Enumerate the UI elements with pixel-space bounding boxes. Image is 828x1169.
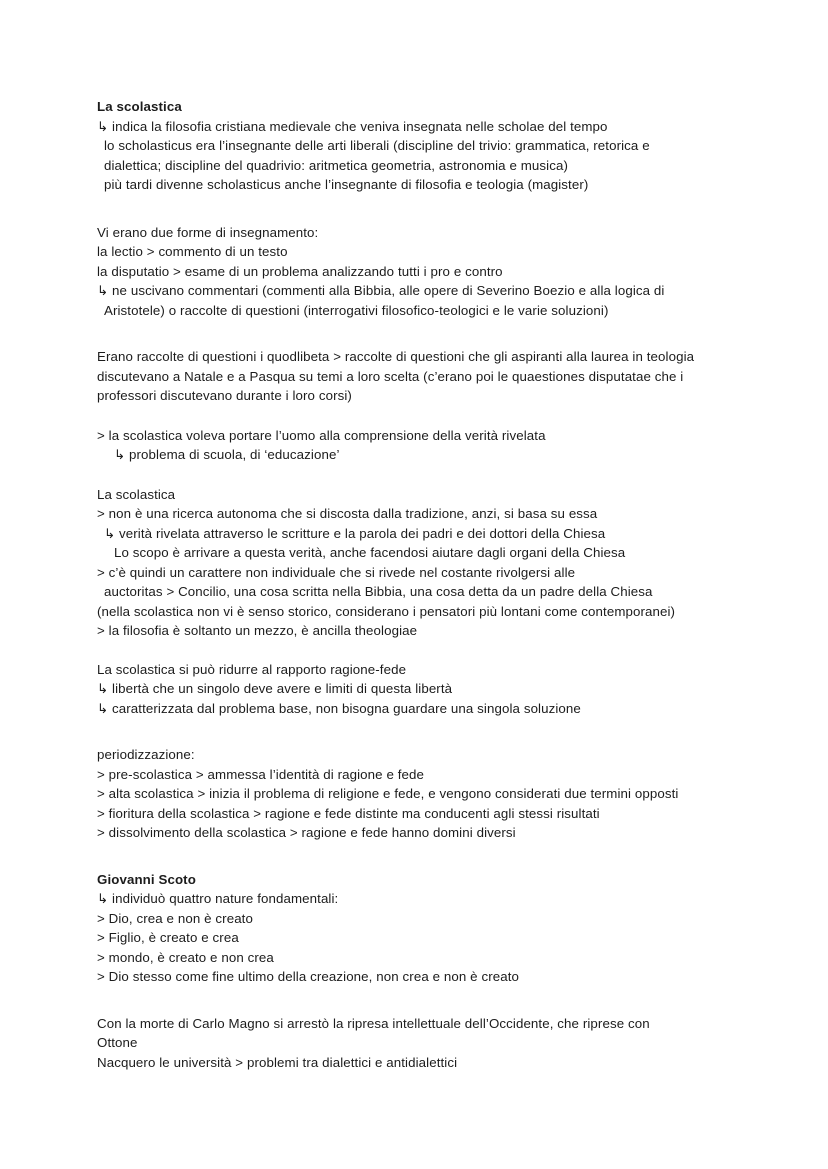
text-line: più tardi divenne scholasticus anche l’insegnante di filosofia e teologia (magister)	[104, 177, 589, 192]
section-heading-la-scolastica: La scolastica	[97, 99, 182, 114]
paragraph	[97, 745, 807, 843]
text-line: ↳ caratterizzata dal problema base, non bisogna guardare una singola soluzione	[97, 700, 581, 716]
text-line: auctoritas > Concilio, una cosa scritta nella Bibbia, una cosa detta da un padre della Chiesa	[104, 584, 653, 599]
text-line: > c’è quindi un carattere non individuale che si rivede nel costante rivolgersi alle	[97, 564, 576, 580]
text-line: La scolastica	[97, 486, 176, 502]
paragraph	[97, 223, 807, 321]
paragraph	[97, 870, 807, 987]
text-line: > Dio stesso come fine ultimo della creazione, non crea e non è creato	[97, 969, 520, 984]
text-line: (nella scolastica non vi è senso storico, considerano i pensatori più lontani come contemporanei)	[97, 603, 676, 619]
text-line: dialettica; discipline del quadrivio: aritmetica geometria, astronomia e musica)	[104, 157, 568, 173]
text-line: ↳ ne uscivano commentari (commenti alla Bibbia, alle opere di Severino Boezio e alla logica di	[97, 283, 665, 298]
text-line: ↳ libertà che un singolo deve avere e limiti di questa libertà	[97, 681, 453, 696]
text-line: ↳ problema di scuola, di ‘educazione’	[114, 447, 340, 462]
text-line: lo scholasticus era l’insegnante delle arti liberali (discipline del trivio: grammatica, retorica e	[104, 138, 650, 153]
text-line: Vi erano due forme di insegnamento:	[97, 224, 319, 240]
paragraph	[97, 97, 807, 195]
paragraph	[97, 426, 807, 465]
text-line: ↳ indica la filosofia cristiana medievale che veniva insegnata nelle scholae del tempo	[97, 118, 608, 134]
text-line: > la filosofia è soltanto un mezzo, è ancilla theologiae	[97, 623, 418, 638]
text-line: > non è una ricerca autonoma che si discosta dalla tradizione, anzi, si basa su essa	[97, 506, 598, 521]
text-line: ↳ verità rivelata attraverso le scritture e la parola dei padri e dei dottori della Chiesa	[104, 525, 606, 541]
text-line: > Dio, crea e non è creato	[97, 910, 253, 926]
text-line: > fioritura della scolastica > ragione e fede distinte ma conducenti agli stessi risultati	[97, 805, 600, 821]
document-content	[97, 97, 807, 1072]
text-line: la lectio > commento di un testo	[97, 244, 288, 259]
text-line: Lo scopo è arrivare a questa verità, anche facendosi aiutare dagli organi della Chiesa	[114, 545, 626, 560]
paragraph	[97, 1014, 807, 1073]
text-line: Aristotele) o raccolte di questioni (interrogativi filosofico-teologici e le varie soluzioni)	[104, 302, 609, 318]
text-line: > la scolastica voleva portare l’uomo alla comprensione della verità rivelata	[97, 427, 546, 443]
text-line: > pre-scolastica > ammessa l’identità di ragione e fede	[97, 766, 425, 782]
text-line: > mondo, è creato e non crea	[97, 949, 274, 965]
text-line: > alta scolastica > inizia il problema di religione e fede, e vengono considerati due termini opposti	[97, 786, 679, 801]
text-line: Nacquero le università > problemi tra dialettici e antidialettici	[97, 1054, 458, 1070]
text-line: la disputatio > esame di un problema analizzando tutti i pro e contro	[97, 263, 503, 279]
text-line: Ottone	[97, 1035, 138, 1050]
text-line: professori discutevano durante i loro corsi)	[97, 388, 352, 403]
paragraph	[97, 660, 807, 719]
text-line: > dissolvimento della scolastica > ragione e fede hanno domini diversi	[97, 825, 516, 840]
paragraph	[97, 485, 807, 641]
paragraph	[97, 347, 807, 406]
section-heading-giovanni-scoto: Giovanni Scoto	[97, 871, 196, 887]
text-line: Erano raccolte di questioni i quodlibeta > raccolte di questioni che gli aspiranti alla laurea in teologia	[97, 349, 695, 364]
text-line: periodizzazione:	[97, 747, 195, 762]
text-line: > Figlio, è creato e crea	[97, 930, 239, 945]
text-line: Con la morte di Carlo Magno si arrestò la ripresa intellettuale dell’Occidente, che riprese con	[97, 1015, 650, 1031]
text-line: ↳ individuò quattro nature fondamentali:	[97, 891, 339, 906]
text-line: discutevano a Natale e a Pasqua su temi a loro scelta (c’erano poi le quaestiones disputatae che i	[97, 368, 684, 384]
text-line: La scolastica si può ridurre al rapporto ragione-fede	[97, 661, 407, 677]
